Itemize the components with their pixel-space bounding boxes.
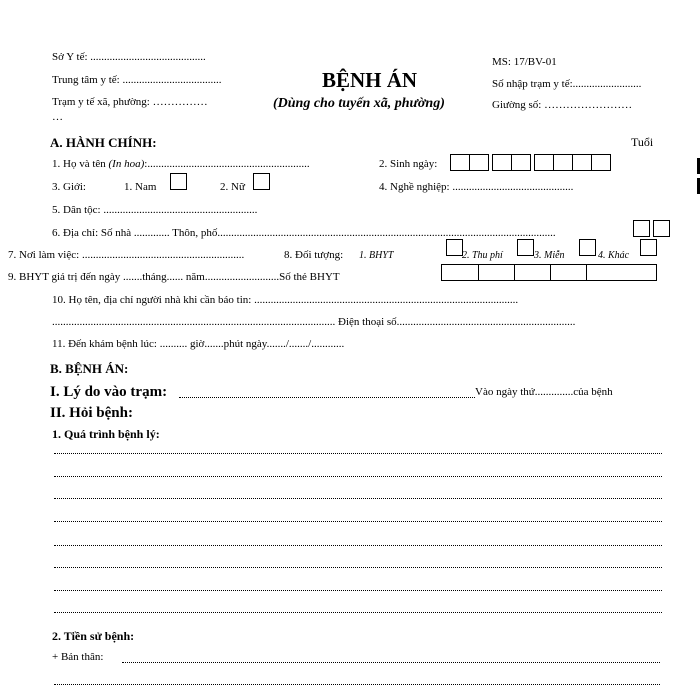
doi-tuong-thu-phi-checkbox[interactable] (517, 239, 534, 256)
ban-than-label: + Bản thân: (52, 651, 104, 663)
benh-ly-line-1[interactable] (54, 453, 662, 454)
gioi-nam-label: 1. Nam (124, 181, 157, 193)
section-a-heading: A. HÀNH CHÍNH: (50, 135, 157, 150)
tram-y-te-field[interactable]: Trạm y tế xã, phường: …………… (52, 96, 208, 108)
doi-tuong-khac-checkbox[interactable] (640, 239, 657, 256)
giuong-so-field[interactable]: Giường số: …………………… (492, 99, 633, 111)
ly-do-input-line[interactable] (179, 397, 475, 398)
nghe-nghiep-field[interactable]: 4. Nghề nghiệp: ............................................ (379, 181, 574, 193)
benh-ly-line-5[interactable] (54, 545, 662, 546)
tram-y-te-field-cont: … (52, 111, 63, 123)
doi-tuong-mien-checkbox[interactable] (579, 239, 596, 256)
hoi-benh-heading: II. Hỏi bệnh: (50, 405, 133, 421)
sinh-ngay-box-8[interactable] (591, 154, 611, 171)
sinh-ngay-box-1[interactable] (450, 154, 470, 171)
dien-thoai-field[interactable]: ....................................................................................................... Điện thoại số................................................................. (52, 316, 576, 328)
so-nhap-tram-field[interactable]: Số nhập trạm y tế:......................... (492, 78, 642, 90)
ly-do-row (50, 384, 167, 400)
trung-tam-y-te-field[interactable]: Trung tâm y tế: .................................... (52, 74, 222, 86)
sinh-ngay-box-3[interactable] (492, 154, 512, 171)
doi-tuong-thu-phi-label: 2. Thu phí (462, 250, 503, 261)
nguoi-nha-field[interactable]: 10. Họ tên, địa chỉ người nhà khi cần báo tin: ................................................................................................ (52, 294, 519, 306)
benh-ly-line-2[interactable] (54, 476, 662, 477)
tuoi-label: Tuổi (631, 135, 654, 149)
dia-chi-box-2[interactable] (653, 220, 670, 237)
ho-ten-dots: :........................................................... (144, 158, 310, 170)
noi-lam-viec-field[interactable]: 7. Nơi làm việc: ........................................................... (8, 249, 245, 261)
gioi-label: 3. Giới: (52, 181, 86, 193)
dia-chi-field[interactable]: 6. Địa chỉ: Số nhà ............. Thôn, phố........................................................................................................................... (52, 227, 556, 239)
tien-su-benh-heading: 2. Tiền sử bệnh: (52, 629, 135, 643)
ly-do-label: I. Lý do vào trạm: (50, 384, 168, 400)
doi-tuong-bhyt-checkbox[interactable] (446, 239, 463, 256)
document-title: BỆNH ÁN (322, 68, 418, 92)
dan-toc-field[interactable]: 5. Dân tộc: ........................................................ (52, 204, 258, 216)
benh-ly-line-3[interactable] (54, 498, 662, 499)
gioi-nam-checkbox[interactable] (170, 173, 187, 190)
dia-chi-box-1[interactable] (633, 220, 650, 237)
vao-ngay-thu-field[interactable]: Vào ngày thứ..............của bệnh (475, 386, 613, 398)
gioi-nu-label: 2. Nữ (220, 181, 245, 193)
benh-ly-line-6[interactable] (54, 567, 662, 568)
doi-tuong-mien-label: 3. Miễn (534, 250, 565, 261)
sinh-ngay-box-7[interactable] (572, 154, 592, 171)
tien-su-line-2[interactable] (54, 684, 660, 685)
form-code: MS: 17/BV-01 (492, 56, 557, 68)
doi-tuong-khac-label: 4. Khác (598, 250, 630, 261)
in-hoa-hint: (In hoa) (108, 158, 145, 170)
so-the-bhyt-boxes[interactable] (441, 264, 657, 281)
qua-trinh-benh-ly-heading: 1. Quá trình bệnh lý: (52, 427, 160, 441)
doi-tuong-bhyt-label: 1. BHYT (359, 250, 394, 261)
so-y-te-field[interactable]: Sở Y tế: .......................................... (52, 51, 206, 63)
benh-ly-line-8[interactable] (54, 612, 662, 613)
sinh-ngay-box-6[interactable] (553, 154, 573, 171)
doi-tuong-label: 8. Đối tượng: (284, 249, 344, 261)
sinh-ngay-box-5[interactable] (534, 154, 554, 171)
sinh-ngay-label: 2. Sinh ngày: (379, 158, 438, 170)
benh-ly-line-7[interactable] (54, 590, 662, 591)
gioi-nu-checkbox[interactable] (253, 173, 270, 190)
sinh-ngay-box-4[interactable] (511, 154, 531, 171)
ho-ten-field[interactable] (52, 159, 310, 170)
ban-than-input-line[interactable] (122, 662, 660, 663)
section-b-heading: B. BỆNH ÁN: (50, 361, 129, 376)
sinh-ngay-box-2[interactable] (469, 154, 489, 171)
benh-ly-line-4[interactable] (54, 521, 662, 522)
den-kham-field[interactable]: 11. Đến khám bệnh lúc: .......... giờ.......phút ngày......./......./............ (52, 338, 345, 350)
ho-ten-label: 1. Họ và tên (52, 158, 109, 170)
document-subtitle: (Dùng cho tuyến xã, phường) (273, 96, 445, 111)
bhyt-gia-tri-field[interactable]: 9. BHYT giá trị đến ngày .......tháng...... năm...........................Số thẻ BHYT (8, 271, 340, 283)
